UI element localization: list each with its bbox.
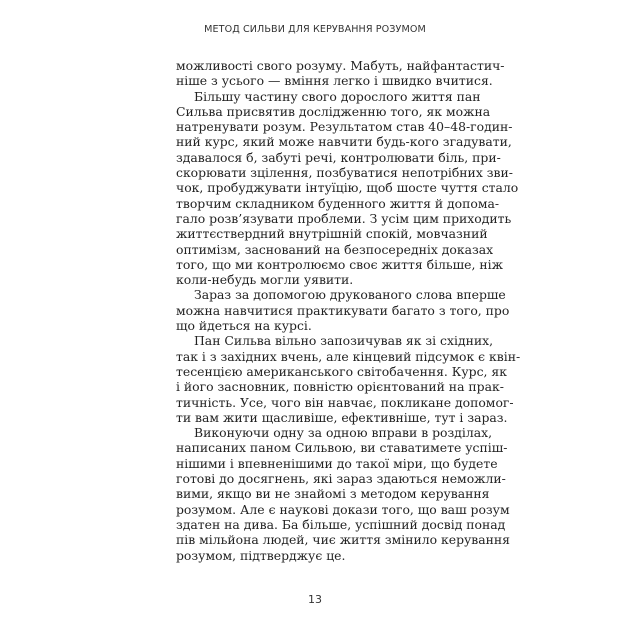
text-line: чок, пробуджувати інтуїцію, щоб шосте чуття стало [176, 180, 519, 196]
text-line: вими, якщо ви не знайомі з методом керування [176, 486, 490, 502]
text-line: натренувати розум. Результатом став 40–48-годин- [176, 119, 513, 135]
paragraph [176, 88, 519, 288]
text-line: творчим складником буденного життя й допома- [176, 195, 500, 211]
text-line: розумом. Але є наукові докази того, що ваш розум [176, 501, 510, 517]
body-text [176, 58, 521, 563]
text-line: готові до досягнень, які зараз здаються неможли- [176, 471, 506, 487]
text-line: ніше з усього — вміння легко і швидко вчитися. [176, 73, 493, 89]
text-line: Зараз за допомогою друкованого слова вперше [194, 287, 506, 303]
text-line: Виконуючи одну за одною вправи в розділах, [194, 425, 493, 441]
paragraph [176, 58, 505, 89]
text-line: гало розв’язувати проблеми. З усім цим приходить [176, 210, 512, 226]
text-line: того, що ми контролюємо своє життя більше, ніж [176, 256, 504, 272]
text-line: скорювати зцілення, позбуватися непотрібних зви- [176, 165, 513, 181]
text-line: пів мільйона людей, чиє життя змінило керування [176, 532, 511, 548]
text-line: тесенцією американського світобачення. Курс, як [176, 363, 507, 379]
text-line: можливості свого розуму. Мабуть, найфантастич- [176, 58, 505, 73]
paragraph [176, 333, 521, 425]
text-line: ний курс, який може навчити будь-кого згадувати, [176, 134, 512, 150]
text-line: що йдеться на курсі. [176, 318, 312, 334]
paragraph [176, 287, 510, 334]
page-number: 13 [308, 593, 322, 606]
text-line: можна навчитися практикувати багато з того, про [176, 302, 510, 318]
text-line: нішими і впевненішими до такої міри, що будете [176, 455, 498, 471]
text-line: здатен на дива. Ба більше, успішний досвід понад [176, 516, 506, 532]
text-line: так і з західних вчень, але кінцевий підсумок є квін- [176, 348, 521, 364]
text-line: ти вам жити щасливіше, ефективніше, тут і зараз. [176, 409, 508, 425]
text-line: життєствердний внутрішній спокій, мовчазний [176, 226, 488, 242]
text-line: розумом, підтверджує це. [176, 547, 346, 563]
text-line: Більшу частину свого дорослого життя пан [194, 88, 481, 104]
text-line: Сильва присвятив дослідженню того, як можна [176, 103, 491, 119]
text-line: коли-небудь могли уявити. [176, 272, 354, 288]
text-line: і його засновник, повністю орієнтований на прак- [176, 379, 504, 395]
text-line: Пан Сильва вільно запозичував як зі східних, [194, 333, 494, 349]
text-line: оптимізм, заснований на безпосередніх доказах [176, 241, 494, 257]
text-line: здавалося б, забуті речі, контролювати біль, при- [176, 149, 501, 165]
running-header: МЕТОД СИЛЬВИ ДЛЯ КЕРУВАННЯ РОЗУМОМ [204, 24, 426, 35]
text-line: написаних паном Сильвою, ви ставатимете успіш- [176, 440, 508, 456]
text-line: тичність. Усе, чого він навчає, покликане допомог- [176, 394, 514, 410]
paragraph [176, 425, 511, 563]
